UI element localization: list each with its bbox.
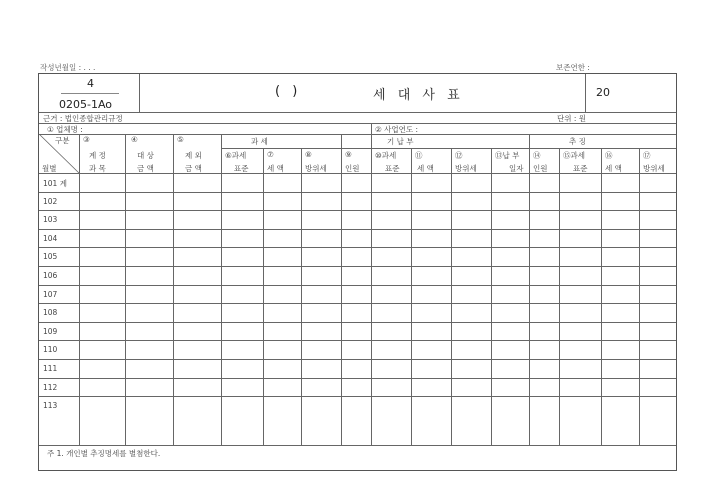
company-label: ① 업체명 : [47,125,83,134]
col7-line2: 세 액 [267,164,284,173]
col4-line2: 금 액 [137,164,154,173]
row-label: 102 [43,196,58,206]
col10-line1: ⑩과세 [375,151,397,160]
row-label: 103 [43,215,58,225]
row-label: 112 [43,382,58,392]
col14-line2: 인원 [533,164,548,173]
col15-line2: 표준 [573,164,588,173]
col5-num: ⑤ [177,135,184,144]
row-divider [39,210,676,211]
row-label: 101 계 [43,179,67,188]
paid-group-header: 기 납 부 [387,137,414,146]
row-divider [39,266,676,267]
col12-line1: ⑫ [455,151,463,160]
col4-num: ④ [131,135,138,144]
col5-line1: 제 외 [185,151,202,160]
collect-group-header: 추 징 [569,137,586,146]
col15-line1: ⑮과세 [563,151,585,160]
col8-line1: ⑧ [305,150,312,159]
row-divider [39,322,676,323]
row-divider [39,229,676,230]
row-divider [39,285,676,286]
col3-line1: 계 정 [89,151,106,160]
title-paren: ( ) [275,84,302,99]
col10-line2: 표준 [385,164,400,173]
col13-line2: 일자 [509,164,524,173]
col4-line1: 대 상 [137,151,154,160]
col9-line1: ⑨ [345,150,352,159]
month-header: 월별 [42,164,57,173]
row-divider [39,247,676,248]
footnote: 주 1. 개인별 추징명세를 별첨한다. [47,449,161,458]
form-title: 세 대 사 표 [373,88,464,103]
col16-line1: ⑯ [605,151,613,160]
col3-line2: 과 목 [89,164,106,173]
classification-header: 구분 [55,136,70,145]
row-label: 110 [43,345,58,355]
col12-line2: 방위세 [455,164,477,173]
col11-line2: 세 액 [417,164,434,173]
row-divider [39,340,676,341]
row-label: 104 [43,233,58,243]
col11-line1: ⑪ [415,151,423,160]
col13-line1: ⑬납 부 [495,151,520,160]
form-code: 0205-1Ao [59,98,113,111]
col6-line1: ⑥과세 [225,151,247,160]
form-number-top: 4 [87,77,94,90]
row-divider [39,359,676,360]
row-divider [39,192,676,193]
row-label: 108 [43,308,58,318]
row-divider [39,303,676,304]
date-label: 작성년월일 : . . . [40,63,96,72]
row-divider [39,396,676,397]
basis-label: 근거 : 법인종합관리규정 [43,114,123,123]
col7-line1: ⑦ [267,150,274,159]
business-year-label: ② 사업연도 : [375,125,418,134]
row-label: 107 [43,289,58,299]
col5-line2: 금 액 [185,164,202,173]
col17-line2: 방위세 [643,164,665,173]
row-label: 105 [43,252,58,262]
col16-line2: 세 액 [605,164,622,173]
unit-label: 단위 : 원 [557,114,587,123]
row-label: 106 [43,271,58,280]
col8-line2: 방위세 [305,164,327,173]
col9-line2: 인원 [345,164,360,173]
tax-group-header: 과 세 [251,137,268,146]
col17-line1: ⑰ [643,151,651,160]
row-label: 111 [43,364,58,373]
col6-line2: 표준 [234,164,249,173]
col14-line1: ⑭ [533,151,541,160]
col3-num: ③ [83,135,90,144]
year-value: 20 [596,86,610,99]
row-label: 113 [43,401,58,411]
row-divider [39,378,676,379]
tax-ledger-form [38,73,677,471]
row-label: 109 [43,326,58,336]
retention-label: 보존연한 : [556,63,590,72]
